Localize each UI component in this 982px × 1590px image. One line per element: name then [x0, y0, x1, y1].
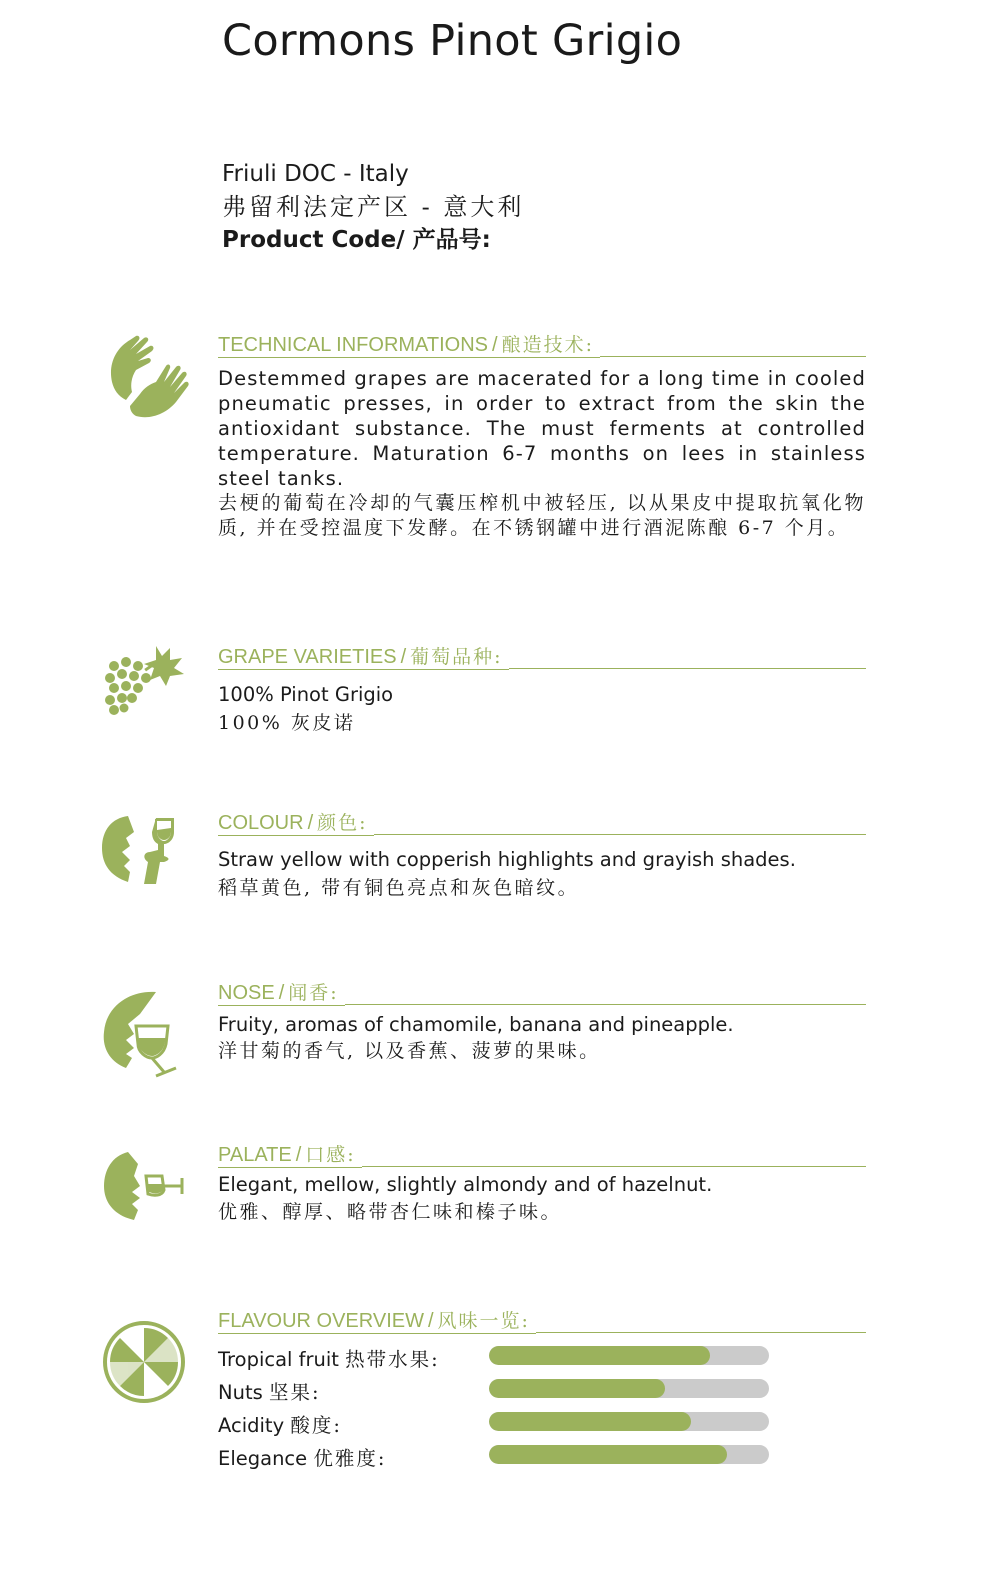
colour-section: [218, 808, 866, 901]
page-title: Cormons Pinot Grigio: [222, 16, 683, 66]
nose-title-zh: 闻香:: [288, 982, 339, 1004]
flavour-section: [218, 1306, 866, 1474]
technical-title-zh: 酿造技术:: [501, 334, 594, 356]
flavour-label-zh: 酸度:: [290, 1414, 342, 1437]
flavour-level-fill: [489, 1379, 665, 1398]
flavour-label-en: Nuts: [218, 1381, 263, 1404]
flavour-row: [218, 1408, 866, 1441]
grape-heading: GRAPE VARIETIES / 葡萄品种:: [218, 642, 866, 670]
region-en: Friuli DOC - Italy: [222, 161, 409, 187]
origin-block: [222, 158, 524, 257]
flavour-level-fill: [489, 1445, 727, 1464]
grape-text-en: 100% Pinot Grigio: [218, 683, 394, 706]
flavour-level-bar: [489, 1445, 769, 1464]
technical-text-zh: 去梗的葡萄在冷却的气囊压榨机中被轻压, 以从果皮中提取抗氧化物质, 并在受控温度下发酵。在不锈钢罐中进行酒泥陈酿 6-7 个月。: [218, 492, 866, 539]
citrus-slice-icon: [102, 1320, 186, 1404]
flavour-level-bar: [489, 1412, 769, 1431]
flavour-label-zh: 优雅度:: [313, 1447, 387, 1470]
product-code: Product Code/ 产品号:: [222, 227, 491, 253]
flavour-row: [218, 1375, 866, 1408]
nose-text-zh: 洋甘菊的香气, 以及香蕉、菠萝的果味。: [218, 1040, 601, 1062]
flavour-level-fill: [489, 1346, 710, 1365]
flavour-title-zh: 风味一览:: [437, 1310, 530, 1332]
palate-section: [218, 1140, 866, 1225]
flavour-label-en: Elegance: [218, 1447, 308, 1470]
technical-title-en: TECHNICAL INFORMATIONS: [218, 334, 489, 356]
flavour-heading: FLAVOUR OVERVIEW / 风味一览:: [218, 1306, 866, 1334]
flavour-label-en: Tropical fruit: [218, 1348, 339, 1371]
flavour-label-en: Acidity: [218, 1414, 285, 1437]
nose-heading: NOSE / 闻香:: [218, 978, 866, 1006]
flavour-level-bar: [489, 1346, 769, 1365]
flavour-row: [218, 1441, 866, 1474]
nose-section: [218, 978, 866, 1064]
hands-icon: [106, 330, 194, 422]
palate-heading: PALATE / 口感:: [218, 1140, 866, 1168]
technical-text-en: Destemmed grapes are macerated for a long time in cooled pneumatic presses, in order to extract from the skin the antioxidant substance. The must ferments at controlled temperature. Maturation 6-7 months on lees in stainless steel tanks.: [218, 367, 866, 490]
colour-heading: COLOUR / 颜色:: [218, 808, 866, 836]
colour-title-en: COLOUR: [218, 812, 304, 834]
palate-title-zh: 口感:: [305, 1144, 356, 1166]
palate-text-zh: 优雅、醇厚、略带杏仁味和榛子味。: [218, 1201, 563, 1223]
flavour-row: [218, 1342, 866, 1375]
flavour-level-fill: [489, 1412, 691, 1431]
colour-text-en: Straw yellow with copperish highlights and grayish shades.: [218, 848, 796, 871]
flavour-level-bar: [489, 1379, 769, 1398]
nose-sniffing-icon: [100, 988, 186, 1078]
tasting-face-icon: [102, 1150, 192, 1222]
colour-title-zh: 颜色:: [317, 812, 368, 834]
technical-heading: TECHNICAL INFORMATIONS / 酿造技术:: [218, 330, 866, 358]
nose-text-en: Fruity, aromas of chamomile, banana and pineapple.: [218, 1013, 734, 1036]
grape-title-zh: 葡萄品种:: [410, 646, 503, 668]
flavour-label-zh: 热带水果:: [345, 1348, 440, 1371]
technical-section: [218, 330, 866, 541]
nose-title-en: NOSE: [218, 982, 275, 1004]
grape-section: [218, 642, 866, 736]
grape-title-en: GRAPE VARIETIES: [218, 646, 397, 668]
colour-text-zh: 稻草黄色, 带有铜色亮点和灰色暗纹。: [218, 877, 580, 899]
grape-cluster-icon: [104, 640, 186, 720]
flavour-label-zh: 坚果:: [268, 1381, 321, 1404]
flavour-title-en: FLAVOUR OVERVIEW: [218, 1310, 424, 1332]
face-wine-glass-icon: [100, 812, 182, 890]
palate-text-en: Elegant, mellow, slightly almondy and of hazelnut.: [218, 1173, 713, 1196]
region-zh: 弗留利法定产区 - 意大利: [222, 193, 525, 221]
palate-title-en: PALATE: [218, 1144, 292, 1166]
grape-text-zh: 100% 灰皮诺: [218, 712, 356, 734]
